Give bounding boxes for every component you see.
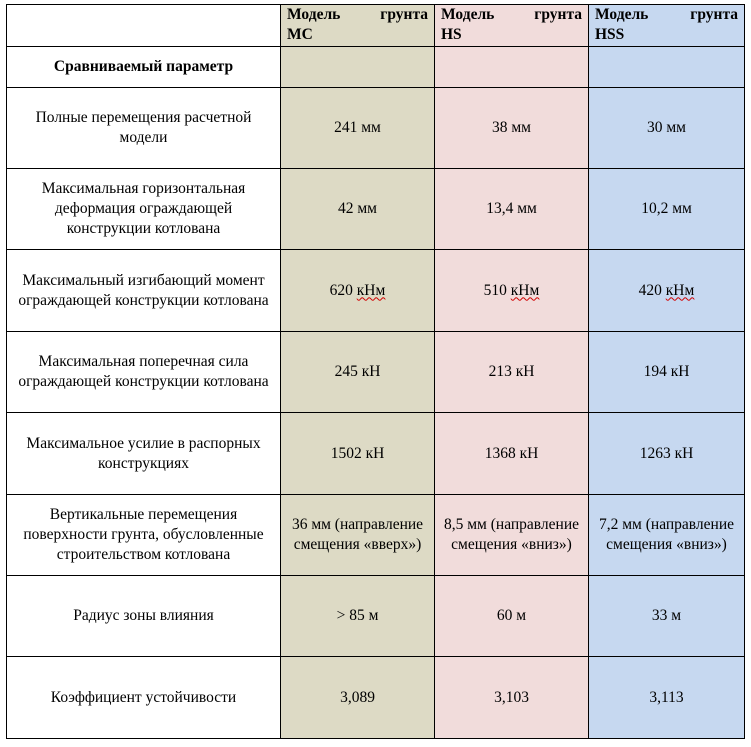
value-cell-hss: 3,113 [589,657,745,739]
value-cell-mc: 1502 кН [281,413,435,495]
value-cell-mc [281,250,435,332]
value-number: 620 [329,281,353,299]
value-cell-mc: > 85 м [281,576,435,657]
value-cell-mc: 3,089 [281,657,435,739]
table-row [7,495,745,576]
value-cell-hs: 3,103 [435,657,589,739]
value-cell-hs: 13,4 мм [435,169,589,250]
table-row [7,332,745,413]
param-cell: Максимальная поперечная сила ограждающей конструкции котлована [7,332,281,413]
param-cell: Максимальное усилие в распорных конструкциях [7,413,281,495]
value-cell-hs: 1368 кН [435,413,589,495]
header-mc: Модель грунта МС [281,5,435,47]
param-cell: Максимальный изгибающий момент ограждающей конструкции котлована [7,250,281,332]
comparison-table [6,4,745,739]
empty-cell-hss [589,47,745,88]
table-row [7,576,745,657]
empty-cell-mc [281,47,435,88]
table-row [7,169,745,250]
param-cell: Радиус зоны влияния [7,576,281,657]
value-cell-hs: 8,5 мм (направление смещения «вниз») [435,495,589,576]
param-cell: Максимальная горизонтальная деформация ограждающей конструкции котлована [7,169,281,250]
value-cell-hss [589,250,745,332]
value-cell-hss: 194 кН [589,332,745,413]
table-header-row [7,5,745,47]
header-empty-cell [7,5,281,47]
value-cell-hs [435,250,589,332]
table-row [7,250,745,332]
value-cell-mc: 36 мм (направление смещения «вверх») [281,495,435,576]
table-row [7,47,745,88]
value-cell-hss: 33 м [589,576,745,657]
unit-spellcheck: кНм [356,281,386,299]
table-row [7,413,745,495]
value-cell-hs: 38 мм [435,88,589,169]
value-cell-hss: 1263 кН [589,413,745,495]
empty-cell-hs [435,47,589,88]
value-cell-hss: 30 мм [589,88,745,169]
unit-spellcheck: кНм [665,281,695,299]
param-header-cell: Сравниваемый параметр [7,47,281,88]
value-cell-hs: 60 м [435,576,589,657]
param-cell: Вертикальные перемещения поверхности грунта, обусловленные строительством котлована [7,495,281,576]
value-cell-mc: 245 кН [281,332,435,413]
table-row [7,88,745,169]
table-row [7,657,745,739]
value-cell-hss: 10,2 мм [589,169,745,250]
value-number: 510 [483,281,507,299]
value-cell-mc: 42 мм [281,169,435,250]
header-hs: Модель грунта HS [435,5,589,47]
param-cell: Полные перемещения расчетной модели [7,88,281,169]
unit-spellcheck: кНм [510,281,540,299]
value-cell-mc: 241 мм [281,88,435,169]
value-cell-hss: 7,2 мм (направление смещения «вниз») [589,495,745,576]
param-cell: Коэффициент устойчивости [7,657,281,739]
header-hss: Модель грунта HSS [589,5,745,47]
value-number: 420 [638,281,662,299]
value-cell-hs: 213 кН [435,332,589,413]
